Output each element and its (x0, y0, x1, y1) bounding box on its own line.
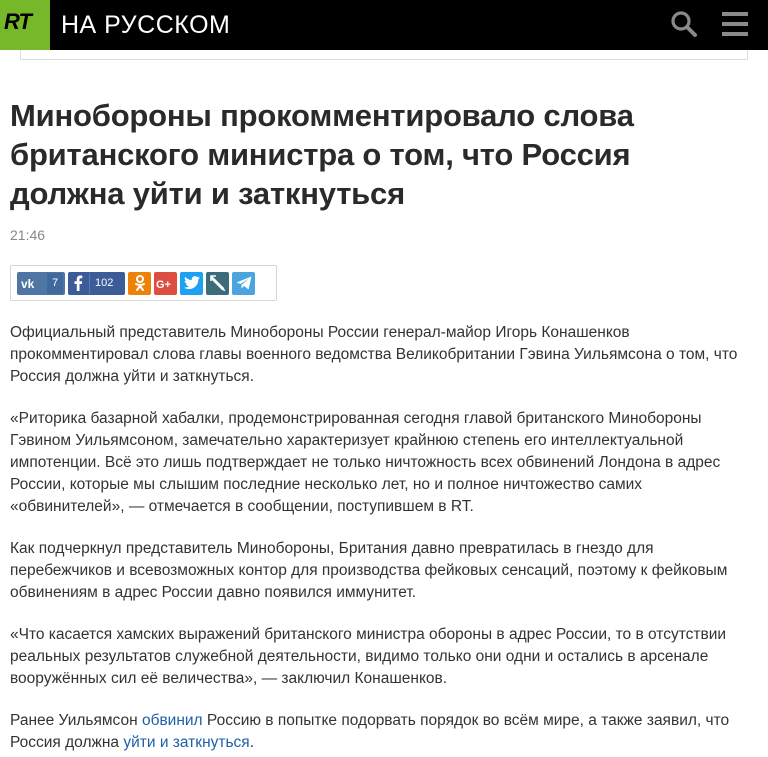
google-plus-icon (156, 277, 176, 289)
odnoklassniki-icon (134, 275, 146, 291)
share-facebook-button[interactable] (68, 272, 125, 295)
share-odnoklassniki-button[interactable] (128, 272, 151, 295)
article-title: Минобороны прокомментировало слова британского министра о том, что Россия должна уйти и заткнуться (10, 98, 634, 211)
article-time: 21:46 (10, 227, 46, 243)
article-body (10, 322, 758, 757)
livejournal-icon (210, 275, 226, 291)
rt-logo[interactable] (0, 0, 50, 50)
article-paragraph: «Риторика базарной хабалки, продемонстрированная сегодня главой британского Минобороны Гэвином Уильямсоном, замечательно характеризует крайнюю степень его интеллектуальной импотенции. Всё это лишь подтверждает не только ничтожность всех обвинений Лондона в адрес России, которые мы слышим последние несколько лет, но и полное ничтожество самих «обвинителей», — отмечается в сообщении, поступившем в RT. (10, 410, 721, 515)
logo-text: RT (4, 9, 31, 34)
accused-link[interactable]: обвинил (141, 712, 203, 729)
article-paragraph: Как подчеркнул представитель Минобороны, Британия давно превратилась в гнездо для перебежчиков и всевозможных контор для производства фейковых сенсаций, поэтому к фейковым обвинениям в адрес России давно появился иммунитет. (10, 540, 728, 601)
share-twitter-button[interactable] (180, 272, 203, 295)
article-paragraph: Официальный представитель Минобороны России генерал-майор Игорь Конашенков прокомментировал слова главы военного ведомства Великобритании Гэвина Уильямсона о том, что Россия должна уйти и заткнуться. (10, 324, 738, 385)
leave-and-shut-up-link[interactable]: уйти и заткнуться (123, 734, 250, 751)
paragraph-text: . (249, 734, 255, 751)
share-google-plus-button[interactable] (154, 272, 177, 295)
header-actions (670, 10, 748, 38)
vk-share-count: 7 (47, 273, 63, 294)
menu-icon[interactable] (722, 10, 748, 38)
share-livejournal-button[interactable] (206, 272, 229, 295)
vk-icon (21, 277, 41, 289)
twitter-icon (184, 276, 200, 290)
search-icon[interactable] (670, 10, 698, 38)
paragraph-text: Россию в попытке подорвать порядок во всём мире, а также заявил, что Россия должна (10, 712, 730, 751)
svg-text:G+: G+ (155, 279, 171, 289)
article-paragraph-last (10, 710, 758, 754)
sub-navigation-strip (20, 50, 748, 60)
share-telegram-button[interactable] (232, 272, 255, 295)
facebook-icon (73, 275, 83, 291)
top-navigation-bar (0, 0, 768, 50)
telegram-icon (236, 276, 252, 290)
share-bar (10, 265, 277, 301)
article-paragraph: «Что касается хамских выражений британского министра обороны в адрес России, то в отсутствии реальных результатов служебной деятельности, видимо только они одни и остались в арсенале вооружённых сил её величества», — заключил Конашенков. (10, 626, 727, 687)
svg-text:vk: vk (21, 277, 35, 289)
site-name[interactable]: НА РУССКОМ (61, 10, 231, 39)
share-vk-button[interactable] (17, 272, 65, 295)
paragraph-text: Ранее Уильямсон (10, 712, 142, 729)
facebook-share-count: 102 (89, 273, 118, 294)
